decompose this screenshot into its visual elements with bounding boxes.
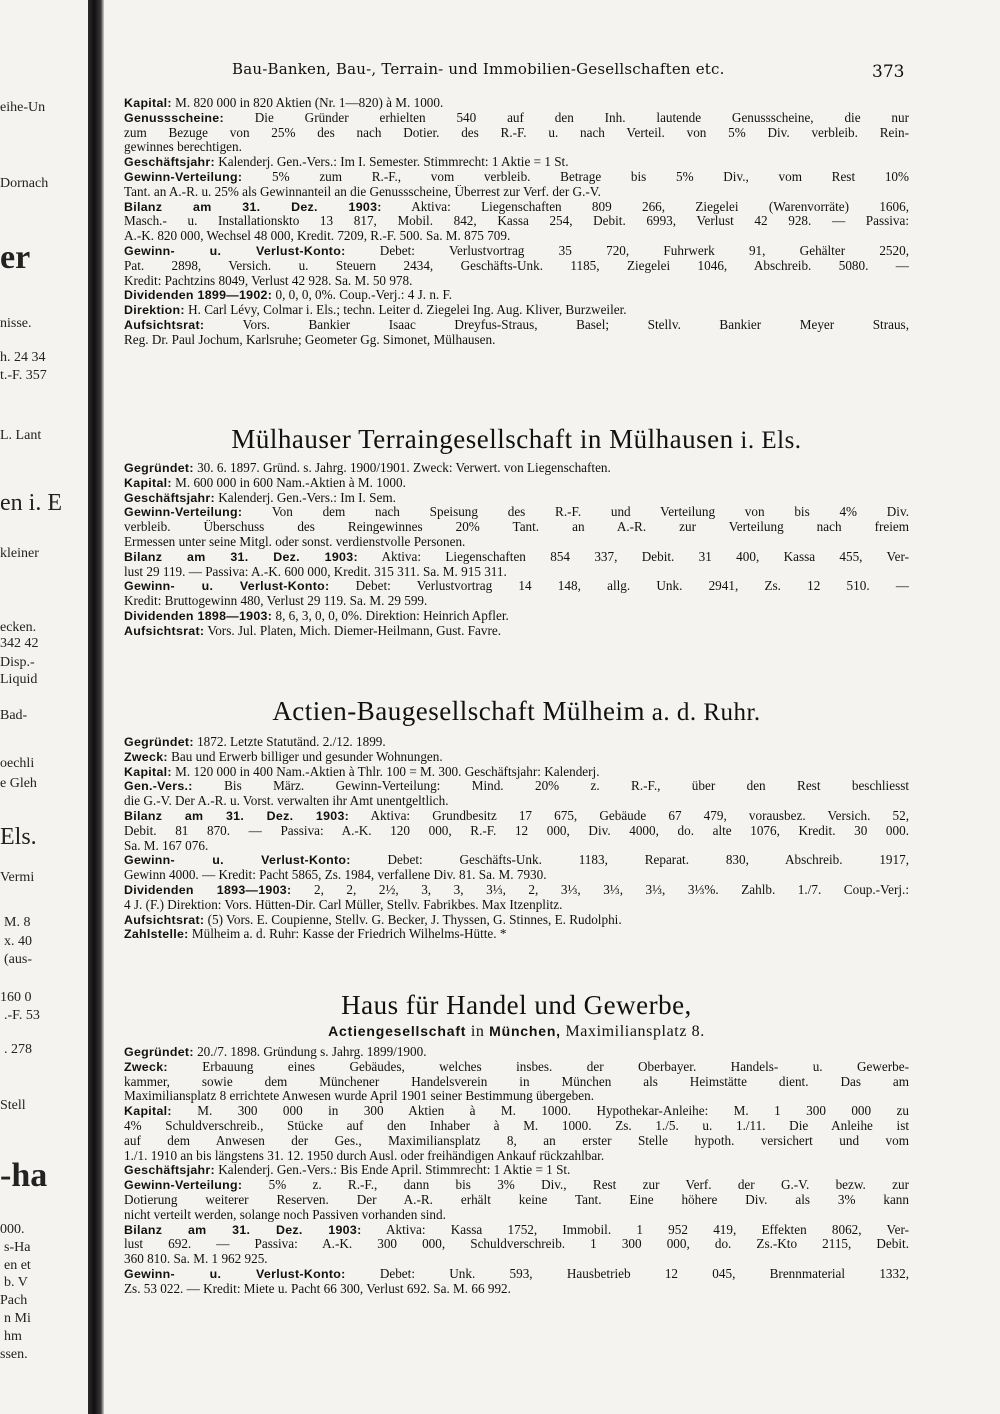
margin-fragment: Dornach xyxy=(0,176,49,191)
entry-label: Geschäftsjahr: xyxy=(124,490,215,505)
margin-fragment: s-Ha xyxy=(4,1240,31,1255)
text-line xyxy=(124,170,909,185)
margin-fragment: eihe-Un xyxy=(0,100,46,115)
text-line xyxy=(124,1119,909,1134)
section-3-sub-city: München, xyxy=(489,1023,561,1039)
entry-label: Dividenden 1893—1903: xyxy=(124,882,292,897)
section-3-title-main: Haus für Handel und Gewerbe, xyxy=(341,990,692,1020)
entry-text: Debet: Verlustvortrag 14 148, allg. Unk. 2941, Zs. 12 510. — xyxy=(329,579,909,594)
section-2-body xyxy=(124,735,909,942)
margin-fragment: . 278 xyxy=(4,1042,32,1057)
entry-text: 4 J. (F.) Direktion: Vors. Hütten-Dir. Carl Müller, Stellv. Fabrikbes. Max Itzenplitz. xyxy=(124,897,563,912)
entry-text: Mülheim a. d. Ruhr: Kasse der Friedrich Wilhelms-Hütte. * xyxy=(188,927,507,942)
entry-label: Bilanz am 31. Dez. 1903: xyxy=(124,808,350,823)
text-line xyxy=(124,535,909,550)
entry-text: Reg. Dr. Paul Jochum, Karlsruhe; Geometer Gg. Simonet, Mülhausen. xyxy=(124,332,496,347)
text-line xyxy=(124,779,909,794)
text-line xyxy=(124,155,909,170)
margin-fragment: ecken. xyxy=(0,620,37,635)
entry-text: M. 300 000 in 300 Aktien à M. 1000. Hypothekar-Anleihe: M. 1 300 000 zu xyxy=(171,1104,909,1119)
text-line xyxy=(124,898,909,913)
entry-text: Bau und Erwerb billiger und gesunder Wohnungen. xyxy=(167,749,443,764)
entry-label: Geschäftsjahr: xyxy=(124,1163,215,1178)
margin-fragment: 160 0 xyxy=(0,990,32,1005)
entry-text: auf dem Anwesen der Ges., Maximiliansplatz 8, an erster Stelle hypoth. versichert und vom xyxy=(124,1133,909,1148)
entry-text: verbleib. Überschuss des Reingewinnes 20% Tant. an A.-R. zur Verteilung nach freiem xyxy=(124,520,909,535)
text-line xyxy=(124,853,909,868)
entry-text: Vors. Jul. Platen, Mich. Diemer-Heilmann, Gust. Favre. xyxy=(204,623,501,638)
section-3-sub-addr: Maximiliansplatz 8. xyxy=(560,1023,705,1040)
entry-text: 360 810. Sa. M. 1 962 925. xyxy=(124,1252,268,1267)
margin-fragment: M. 8 xyxy=(4,915,31,930)
entry-text: Debit. 81 870. — Passiva: A.-K. 120 000, R.-F. 12 000, Div. 4000, do. alte 1076, Kredit. 30 000. xyxy=(124,823,909,838)
entry-text: Aktiva: Grundbesitz 17 675, Gebäude 67 479, vorausbez. Versich. 52, xyxy=(349,808,909,823)
section-3-sub-mid: in xyxy=(466,1023,490,1040)
entry-text: (5) Vors. E. Coupienne, Stellv. G. Becker, J. Thyssen, G. Stinnes, E. Rudolphi. xyxy=(204,912,622,927)
margin-fragment: x. 40 xyxy=(4,934,32,949)
text-line xyxy=(124,111,909,126)
text-line xyxy=(124,1134,909,1149)
entry-text: Masch.- u. Installationskto 13 817, Mobil. 842, Kassa 254, Debit. 6993, Verlust 42 928. — Passiva: xyxy=(124,214,909,229)
entry-text: Pat. 2898, Versich. u. Steuern 2434, Geschäfts-Unk. 1185, Ziegelei 1046, Abschreib. 5080. — xyxy=(124,258,909,273)
text-line xyxy=(124,1208,909,1223)
entry-text: Zs. 53 022. — Kredit: Miete u. Pacht 66 300, Verlust 692. Sa. M. 66 992. xyxy=(124,1281,511,1296)
text-line xyxy=(124,1237,909,1252)
entry-label: Bilanz am 31. Dez. 1903: xyxy=(124,1222,362,1237)
text-line xyxy=(124,794,909,809)
entry-text: Sa. M. 167 076. xyxy=(124,838,209,853)
entry-text: Dotierung weiterer Reserven. Der A.-R. erhält keine Tant. Eine höhere Div. als 3% kann xyxy=(124,1192,909,1207)
margin-fragment: en et xyxy=(4,1258,31,1273)
text-line xyxy=(124,126,909,141)
entry-text: Vors. Bankier Isaac Dreyfus-Straus, Basel; Stellv. Bankier Meyer Straus, xyxy=(204,317,909,332)
text-line xyxy=(124,1075,909,1090)
entry-label: Gegründet: xyxy=(124,1045,194,1059)
entry-text: Debet: Unk. 593, Hausbetrieb 12 045, Brennmaterial 1332, xyxy=(345,1266,909,1281)
entry-label: Gewinn- u. Verlust-Konto: xyxy=(124,243,346,258)
entry-label: Kapital: xyxy=(124,1104,172,1119)
text-line xyxy=(124,868,909,883)
text-line xyxy=(124,1223,909,1238)
margin-fragment: Pach xyxy=(0,1293,28,1308)
margin-fragment: oechli xyxy=(0,756,35,771)
entry-label: Kapital: xyxy=(124,764,172,779)
entry-text: Maximiliansplatz 8 errichtete Anwesen wurde April 1901 seiner Bestimmung übergeben. xyxy=(124,1089,594,1104)
entry-label: Bilanz am 31. Dez. 1903: xyxy=(124,549,358,564)
margin-fragment: t.-F. 357 xyxy=(0,368,47,383)
text-line xyxy=(124,520,909,535)
text-line xyxy=(124,1045,909,1060)
entry-text: 1872. Letzte Statutänd. 2./12. 1899. xyxy=(193,735,386,749)
text-line xyxy=(124,333,909,348)
entry-text: 30. 6. 1897. Gründ. s. Jahrg. 1900/1901. Zweck: Verwert. von Liegenschaften. xyxy=(193,461,611,475)
margin-fragment: en i. E xyxy=(0,490,62,516)
entry-text: zum Bezuge von 25% des nach Dotier. des R.-F. u. nach Verteil. von 5% Div. verbleib. Rein- xyxy=(124,125,909,140)
page-number: 373 xyxy=(872,62,905,82)
margin-fragment: h. 24 34 xyxy=(0,350,46,365)
entry-label: Gewinn-Verteilung: xyxy=(124,1178,243,1193)
text-line xyxy=(124,565,909,580)
margin-fragment: b. V xyxy=(4,1275,28,1290)
entry-text: lust 29 119. — Passiva: A.-K. 600 000, Kredit. 315 311. Sa. M. 915 311. xyxy=(124,564,507,579)
entry-label: Direktion: xyxy=(124,303,185,318)
text-line xyxy=(124,809,909,824)
entry-text: Die Gründer erhielten 540 auf den Inh. lautende Genussscheine, die nur xyxy=(223,110,909,125)
section-3-subtitle xyxy=(124,1022,909,1041)
margin-fragment: (aus- xyxy=(4,952,32,967)
margin-fragment: ssen. xyxy=(0,1347,28,1362)
text-line xyxy=(124,1252,909,1267)
entry-text: Erbauung eines Gebäudes, welches insbes. der Oberbayer. Handels- u. Gewerbe- xyxy=(167,1059,909,1074)
text-line xyxy=(124,1089,909,1104)
margin-fragment: L. Lant xyxy=(0,428,42,443)
text-line xyxy=(124,214,909,229)
entry-text: Aktiva: Kassa 1752, Immobil. 1 952 419, Effekten 8062, Ver- xyxy=(361,1222,909,1237)
entry-text: M. 120 000 in 400 Nam.-Aktien à Thlr. 100 = M. 300. Geschäftsjahr: Kalenderj. xyxy=(171,764,600,779)
entry-label: Gewinn- u. Verlust-Konto: xyxy=(124,853,351,868)
text-line xyxy=(124,750,909,765)
text-line xyxy=(124,288,909,303)
entry-label: Zweck: xyxy=(124,749,168,764)
text-line xyxy=(124,927,909,942)
text-line xyxy=(124,303,909,318)
entry-text: Kalenderj. Gen.-Vers.: Bis Ende April. Stimmrecht: 1 Aktie = 1 St. xyxy=(214,1163,571,1178)
text-line xyxy=(124,839,909,854)
text-line xyxy=(124,883,909,898)
text-line xyxy=(124,1163,909,1178)
entry-label: Gewinn-Verteilung: xyxy=(124,169,243,184)
entry-label: Gegründet: xyxy=(124,461,194,475)
entry-text: 20./7. 1898. Gründung s. Jahrg. 1899/1900. xyxy=(193,1045,427,1059)
entry-label: Kapital: xyxy=(124,96,172,110)
text-line xyxy=(124,505,909,520)
entry-label: Kapital: xyxy=(124,475,172,490)
text-line xyxy=(124,594,909,609)
margin-fragment: Stell xyxy=(0,1098,26,1113)
text-line xyxy=(124,1193,909,1208)
text-line xyxy=(124,491,909,506)
text-line xyxy=(124,765,909,780)
entry-text: 2, 2, 2½, 3, 3, 3⅓, 2, 3⅓, 3⅓, 3⅓, 3⅓%. Zahlb. 1./7. Coup.-Verj.: xyxy=(291,882,909,897)
section-1-title xyxy=(124,424,909,456)
section-1-body xyxy=(124,461,909,639)
entry-text: 4% Schuldverschreib., Stücke auf den Inhaber à M. 1000. Zs. 1./5. u. 1./11. Die Anleihe ist xyxy=(124,1118,909,1133)
margin-fragment: Disp.- xyxy=(0,655,35,670)
entry-text: Aktiva: Liegenschaften 809 266, Ziegelei (Warenvorräte) 1606, xyxy=(381,199,909,214)
entry-label: Aufsichtsrat: xyxy=(124,317,205,332)
entry-text: Kalenderj. Gen.-Vers.: Im I. Sem. xyxy=(214,490,396,505)
entry-text: A.-K. 820 000, Wechsel 48 000, Kredit. 7209, R.-F. 500. Sa. M. 875 709. xyxy=(124,229,511,244)
entry-text: Kalenderj. Gen.-Vers.: Im I. Semester. Stimmrecht: 1 Aktie = 1 St. xyxy=(214,155,569,170)
entry-text: Tant. an A.-R. u. 25% als Gewinnanteil an die Genussscheine, Überrest zur Verf. der G.-V. xyxy=(124,184,601,199)
text-line xyxy=(124,140,909,155)
entry-text: Bis März. Gewinn-Verteilung: Mind. 20% z. R.-F., über den Rest beschliesst xyxy=(192,779,909,794)
text-line xyxy=(124,1149,909,1164)
section-1-title-suffix: i. Els. xyxy=(733,427,802,454)
entry-label: Gegründet: xyxy=(124,735,194,749)
margin-fragment: hm xyxy=(4,1329,22,1344)
margin-fragment: Els. xyxy=(0,824,37,850)
entry-text: 0, 0, 0, 0%. Coup.-Verj.: 4 J. n. F. xyxy=(272,288,453,303)
margin-fragment: nisse. xyxy=(0,316,32,331)
entry-text: nicht verteilt werden, solange noch Passiven vorhanden sind. xyxy=(124,1207,446,1222)
running-header: Bau-Banken, Bau-, Terrain- und Immobilien-Gesellschaften etc. xyxy=(232,60,725,78)
text-line xyxy=(124,96,909,111)
entry-text: 1./1. 1910 an bis längstens 31. 12. 1950 durch Ausl. oder freihändigen Ankauf rückzahlbar. xyxy=(124,1148,605,1163)
previous-page-margin xyxy=(0,0,90,1414)
book-gutter xyxy=(88,0,104,1414)
entry-label: Gen.-Vers.: xyxy=(124,779,193,794)
entry-label: Geschäftsjahr: xyxy=(124,155,215,170)
entry-text: Kredit: Bruttogewinn 480, Verlust 29 119. Sa. M. 29 599. xyxy=(124,594,428,609)
entry-text: 5% zum R.-F., vom verbleib. Betrage bis 5% Div., vom Rest 10% xyxy=(242,169,909,184)
entry-text: Aktiva: Liegenschaften 854 337, Debit. 31 400, Kassa 455, Ver- xyxy=(357,549,909,564)
entry-label: Dividenden 1898—1903: xyxy=(124,608,273,623)
entry-text: gewinnes berechtigen. xyxy=(124,140,242,155)
entry-text: M. 820 000 in 820 Aktien (Nr. 1—820) à M. 1000. xyxy=(171,96,444,110)
entry-text: Debet: Geschäfts-Unk. 1183, Reparat. 830, Abschreib. 1917, xyxy=(350,853,909,868)
section-2-title-main: Actien-Baugesellschaft Mülheim xyxy=(272,696,645,726)
entry-text: Gewinn 4000. — Kredit: Pacht 5865, Zs. 1984, verfallene Div. 81. Sa. M. 7930. xyxy=(124,868,547,883)
entry-text: Ermessen unter seine Mitgl. oder sonst. verdienstvolle Personen. xyxy=(124,534,466,549)
text-line xyxy=(124,185,909,200)
margin-fragment: Liquid xyxy=(0,672,38,687)
text-line xyxy=(124,735,909,750)
margin-fragment: Vermi xyxy=(0,870,35,885)
section-3-title xyxy=(124,990,909,1020)
text-line xyxy=(124,550,909,565)
entry-label: Gewinn- u. Verlust-Konto: xyxy=(124,579,330,594)
text-line xyxy=(124,609,909,624)
text-line xyxy=(124,824,909,839)
text-line xyxy=(124,1060,909,1075)
entry-label: Dividenden 1899—1902: xyxy=(124,288,273,303)
text-line xyxy=(124,1104,909,1119)
text-line xyxy=(124,913,909,928)
entry-label: Zweck: xyxy=(124,1059,168,1074)
text-line xyxy=(124,244,909,259)
entry-label: Aufsichtsrat: xyxy=(124,912,205,927)
text-line xyxy=(124,476,909,491)
entry-text: Von dem nach Speisung des R.-F. und Verteilung von bis 4% Div. xyxy=(242,505,909,520)
text-line xyxy=(124,1282,909,1297)
section-3-sub-bold: Actiengesellschaft xyxy=(328,1023,467,1039)
entry-text: die G.-V. Der A.-R. u. Vorst. verwalten ihr Amt unentgeltlich. xyxy=(124,794,449,809)
entry-text: Kredit: Pachtzins 8049, Verlust 42 928. Sa. M. 50 978. xyxy=(124,273,413,288)
entry-text: lust 692. — Passiva: A.-K. 300 000, Schuldverschreib. 1 300 000, do. Zs.-Kto 2115, Debit. xyxy=(124,1237,909,1252)
entry-text: Debet: Verlustvortrag 35 720, Fuhrwerk 91, Gehälter 2520, xyxy=(345,243,909,258)
text-line xyxy=(124,259,909,274)
text-line xyxy=(124,1267,909,1282)
section-2-title-suffix: a. d. Ruhr. xyxy=(644,699,761,726)
section-2-title xyxy=(124,696,909,728)
margin-fragment: e Gleh xyxy=(0,776,37,791)
entry-label: Bilanz am 31. Dez. 1903: xyxy=(124,199,382,214)
margin-fragment: 342 42 xyxy=(0,636,39,651)
entry-label: Genussscheine: xyxy=(124,110,224,125)
text-line xyxy=(124,200,909,215)
margin-fragment: .-F. 53 xyxy=(4,1008,40,1023)
entry-label: Gewinn-Verteilung: xyxy=(124,505,243,520)
margin-fragment: 000. xyxy=(0,1222,25,1237)
text-line xyxy=(124,1178,909,1193)
text-line xyxy=(124,318,909,333)
text-line xyxy=(124,579,909,594)
text-line xyxy=(124,624,909,639)
entry-text: 8, 6, 3, 0, 0, 0%. Direktion: Heinrich Apfler. xyxy=(272,608,509,623)
text-line xyxy=(124,229,909,244)
entry-text: M. 600 000 in 600 Nam.-Aktien à M. 1000. xyxy=(171,475,406,490)
section-3-body xyxy=(124,1045,909,1297)
entry-label: Gewinn- u. Verlust-Konto: xyxy=(124,1266,346,1281)
text-line xyxy=(124,461,909,476)
text-line xyxy=(124,274,909,289)
entry-text: 5% z. R.-F., dann bis 3% Div., Rest zur Verf. der G.-V. bezw. zur xyxy=(242,1178,909,1193)
margin-fragment: Bad- xyxy=(0,708,28,723)
entry-label: Aufsichtsrat: xyxy=(124,623,205,638)
margin-fragment: -ha xyxy=(0,1157,48,1194)
intro-entry xyxy=(124,96,909,348)
section-1-title-main: Mülhauser Terraingesellschaft in Mülhausen xyxy=(231,424,734,454)
entry-label: Zahlstelle: xyxy=(124,927,189,942)
margin-fragment: er xyxy=(0,239,31,276)
entry-text: kammer, sowie dem Münchener Handelsverein in München als Heimstätte dient. Das am xyxy=(124,1074,909,1089)
entry-text: H. Carl Lévy, Colmar i. Els.; techn. Leiter d. Ziegelei Ing. Aug. Kliver, Burzweiler. xyxy=(184,303,627,318)
margin-fragment: n Mi xyxy=(4,1311,31,1326)
margin-fragment: kleiner xyxy=(0,546,39,561)
